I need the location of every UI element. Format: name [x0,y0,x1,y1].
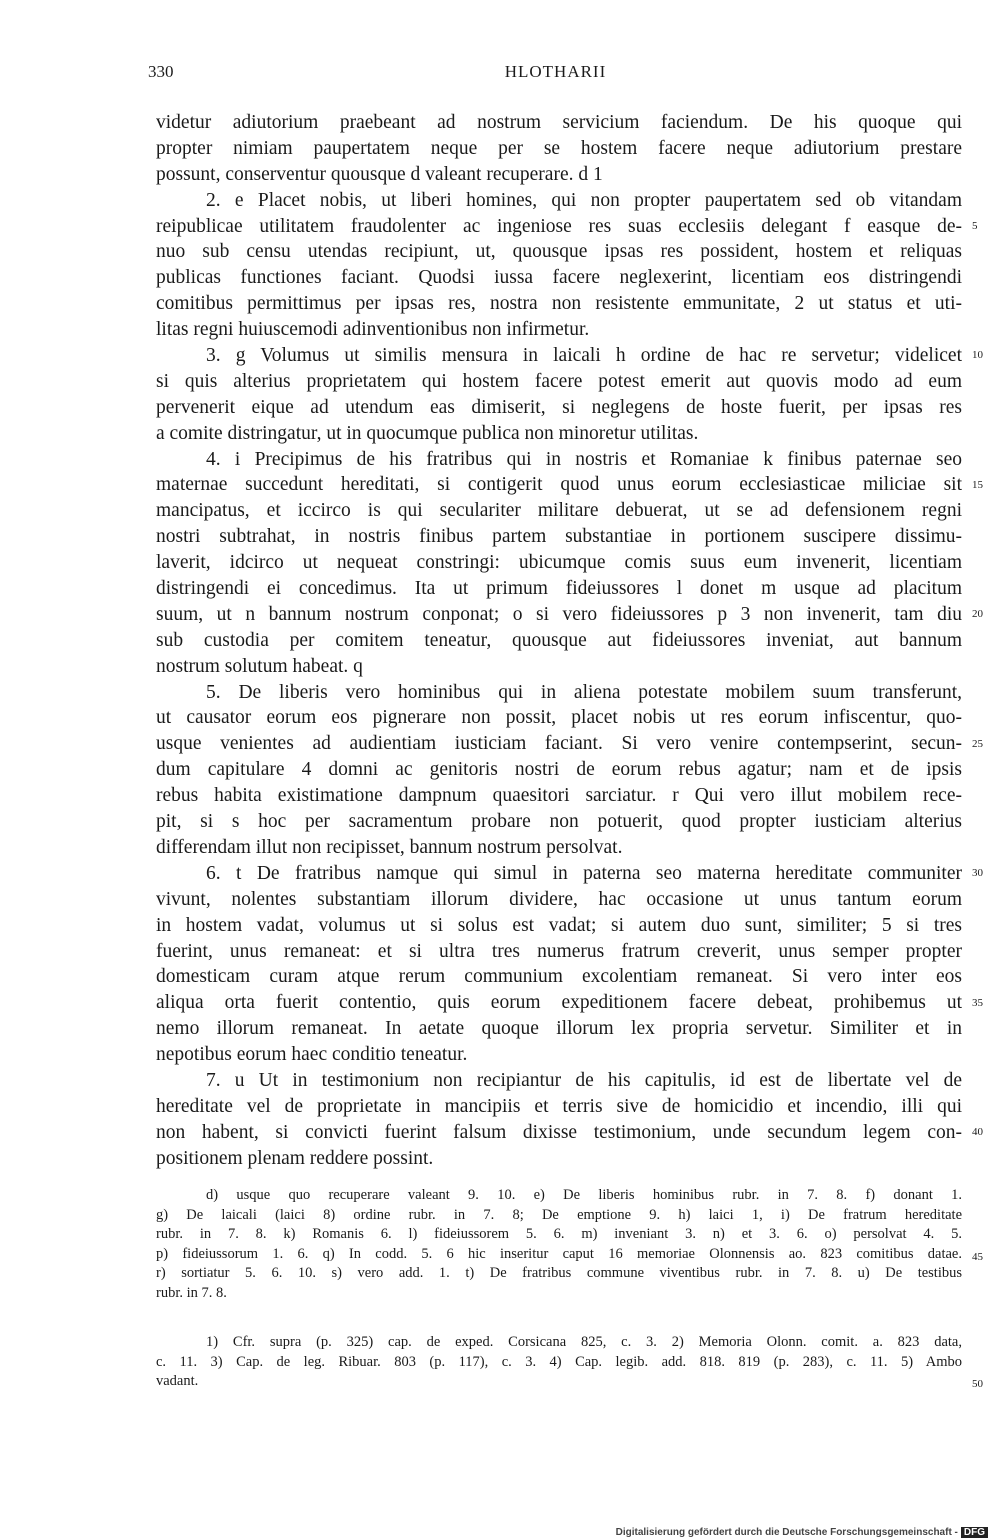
text-line: hereditate vel de proprietate in mancipiis et terris sive de homicidio et incendio, illi qui [156,1095,962,1117]
text-line: domesticam curam atque rerum communium excolentiam remaneat. Si vero inter eos [156,966,962,988]
text-line: reipublicae utilitatem fraudolenter ac ingeniose res suas ecclesiis delegant f easque de- [156,215,962,237]
text-line: positionem plenam reddere possint. [156,1147,434,1169]
text-line: nuo sub censu utendas recipiunt, ut, quousque ipsas res possident, hostem et reliquas [156,241,962,263]
line-number: 45 [972,1250,983,1263]
apparatus-line: rubr. in 7. 8. k) Romanis 6. l) fideiussorem 5. 6. m) inveniant 3. n) et 3. 6. o) persolvat 4. 5. [156,1226,962,1243]
text-line: nemo illorum remaneat. In aetate quoque illorum lex propria servetur. Similiter et in [156,1018,962,1040]
footnote-line: 1) Cfr. supra (p. 325) cap. de exped. Corsicana 825, c. 3. 2) Memoria Olonn. comit. a. 823 data, [206,1334,962,1350]
text-line: 2. e Placet nobis, ut liberi homines, qui non propter paupertatem sed ob vitandam [206,189,962,211]
line-number: 5 [972,219,978,232]
text-line: mancipatus, et iccirco is qui seculariter militare debuerat, ut se ad defensionem regni [156,500,962,522]
page-header [148,62,963,86]
dfg-logo: DFG [961,1527,988,1538]
text-line: 3. g Volumus ut similis mensura in laicali h ordine de hac re servetur; videlicet [206,345,962,367]
text-line: propter nimiam paupertatem neque per se hostem facere neque adiutorium prestare [156,137,962,159]
text-line: publicas functiones faciant. Quodsi iussa facere neglexerint, licentiam eos distringendi [156,267,962,289]
text-line: nostrum solutum habeat. q [156,655,363,677]
line-number: 40 [972,1126,983,1139]
text-line: distringendi ei concedimus. Ita ut primum fideiussores l donet m usque ad placitum [156,578,962,600]
text-line: si quis alterius proprietatem qui hostem facere potest emerit aut quovis modo ad eum [156,370,962,392]
line-number: 35 [972,996,983,1009]
apparatus-line: r) sortiatur 5. 6. 10. s) vero add. 1. t) De fratribus commune viventibus rubr. in 7. 8. u) De testibus [156,1265,962,1282]
text-line: in hostem vadat, volumus ut si solus est vadat; si autem duo sunt, similiter; 5 si tres [156,914,962,936]
line-number: 15 [972,478,983,491]
line-number: 50 [972,1378,983,1391]
text-line: maternae succedunt hereditati, si contigerit quod unus eorum ecclesiasticae miliciae sit [156,474,962,496]
running-head: HLOTHARII [504,62,607,81]
text-line: litas regni huiuscemodi adinventionibus non infirmetur. [156,319,590,341]
text-line: laverit, idcirco ut nequeat constringi: ubicumque comis suus eum invenerit, licentiam [156,552,962,574]
text-line: ut causator eorum eos pignerare non possit, placet nobis ut res eorum infiscentur, quo- [156,707,962,729]
text-line: possunt, conserventur quousque d valeant recuperare. d 1 [156,163,603,185]
text-line: non habent, si convicti fuerint falsum dixisse testimonium, unde secundum legem con- [156,1121,962,1143]
text-line: 7. u Ut in testimonium non recipiantur de his capitulis, id est de libertate vel de [206,1069,962,1091]
text-line: 6. t De fratribus namque qui simul in paterna seo materna hereditate communiter [206,862,962,884]
line-number: 25 [972,737,983,750]
text-line: dum capitulare 4 domni ac genitoris nostri de eorum rebus agatur; nam et de ipsis [156,759,962,781]
text-line: nostri subtrahat, in nostris finibus partem substantiae in portionem suscipere dissimu- [156,526,962,548]
credit-text: Digitalisierung gefördert durch die Deutsche Forschungsgemeinschaft - [615,1527,958,1538]
apparatus-line: d) usque quo recuperare valeant 9. 10. e) De liberis hominibus rubr. in 7. 8. f) donant 1. [206,1187,962,1203]
text-line: nepotibus eorum haec conditio teneatur. [156,1044,468,1066]
text-line: pit, si s hoc per sacramentum probare non potuerit, quod propter iusticiam alterius [156,811,962,833]
apparatus-line: rubr. in 7. 8. [156,1284,227,1301]
text-line: fuerint, unus remaneat: et si ultra tres numerus fratrum creverit, unus semper propter [156,940,962,962]
text-line: usque venientes ad audientiam iusticiam faciant. Si vero venire contempserint, secun- [156,733,962,755]
line-number: 10 [972,349,983,362]
text-line: rebus habita existimatione dampnum quaesitori sarciatur. r Qui vero illut mobilem rece- [156,785,962,807]
apparatus-line: p) fideiussorum 1. 6. q) In codd. 5. 6 hic inseritur caput 16 memoriae Olonnensis ao. 823 comitibus datae. [156,1245,962,1262]
critical-apparatus [156,1186,962,1304]
text-line: 5. De liberis vero hominibus qui in aliena potestate mobilem suum transferunt, [206,681,962,703]
text-line: pervenerit eique ad utendum eas dimiserit, si neglegens de hoste fuerit, per ipsas res [156,396,962,418]
text-line: vivunt, nolentes substantiam illorum dividere, hac occasione ut unus tantum eorum [156,888,962,910]
apparatus-line: g) De laicali (laici 8) ordine rubr. in 7. 8; De emptione 9. h) laici 1, i) De fratrum hereditate [156,1206,962,1223]
page-number: 330 [148,62,174,81]
footnote-line: vadant. [156,1373,199,1390]
main-text [156,110,962,1172]
text-line: a comite distringatur, ut in quocumque publica non minoretur utilitas. [156,422,699,444]
text-line: suum, ut n bannum nostrum conponat; o si vero fideiussores p 3 non invenerit, tam diu [156,603,962,625]
footnotes [156,1333,962,1392]
footnote-line: c. 11. 3) Cap. de leg. Ribuar. 803 (p. 117), c. 3. 4) Cap. legib. add. 818. 819 (p. 283), c. 11. 5) Ambo [156,1353,962,1370]
text-line: comitibus permittimus per ipsas res, nostra non resistente emmunitate, 2 ut status et uti- [156,293,962,315]
text-line: videtur adiutorium praebeant ad nostrum servicium faciendum. De his quoque qui [156,112,962,133]
text-line: aliqua orta fuerit contentio, quis eorum expeditionem facere debeat, prohibemus ut [156,992,962,1014]
text-line: 4. i Precipimus de his fratribus qui in nostris et Romaniae k finibus paternae seo [206,448,962,470]
text-line: sub custodia per comitem teneatur, quousque aut fideiussores inveniat, aut bannum [156,629,962,651]
digitization-credit [616,1527,988,1538]
line-number: 30 [972,867,983,880]
line-number: 20 [972,608,983,621]
text-line: differendam illut non recipisset, bannum nostrum persolvat. [156,836,623,858]
